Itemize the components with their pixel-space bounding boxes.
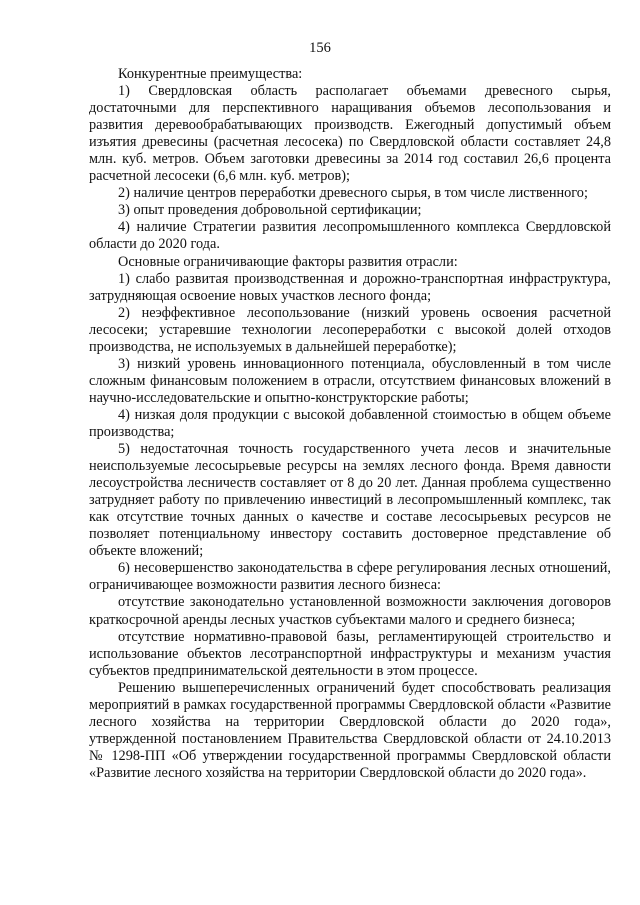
paragraph-advantage-1: 1) Свердловская область располагает объемами древесного сырья, достаточными для перспективного наращивания объемов лесопользования и развития деревообрабатывающих производств. Ежегодный допустимый объем изъятия древесины (расчетная лесосека) по Свердловской области составляет 24,8 млн. куб. метров. Объем заготовки древесины за 2014 год составил 26,6 процента расчетной лесосеки (6,6 млн. куб. метров); [89,83,611,185]
paragraph-advantage-4: 4) наличие Стратегии развития лесопромышленного комплекса Свердловской области до 2020 года. [89,219,611,253]
paragraph-factor-6-sub-1: отсутствие законодательно установленной возможности заключения договоров краткосрочной аренды лесных участков субъектами малого и среднего бизнеса; [89,594,611,628]
paragraph-limiting-factors-heading: Основные ограничивающие факторы развития отрасли: [118,253,458,270]
page-number: 156 [309,40,331,56]
paragraph-factor-6: 6) несовершенство законодательства в сфере регулирования лесных отношений, ограничивающее возможности развития лесного бизнеса: [89,560,611,594]
paragraph-conclusion: Решению вышеперечисленных ограничений будет способствовать реализация мероприятий в рамках государственной программы Свердловской области «Развитие лесного хозяйства на территории Свердловской области до 2020 года», утвержденной постановлением Правительства Свердловской области от 24.10.2013 № 1298-ПП «Об утверждении государственной программы Свердловской области «Развитие лесного хозяйства на территории Свердловской области до 2020 года». [89,679,611,781]
paragraph-factor-2: 2) неэффективное лесопользование (низкий уровень освоения расчетной лесосеки; устаревшие технологии лесопереработки с высокой долей отходов производства, не используемых в дальнейшей переработке); [89,304,611,355]
paragraph-factor-3: 3) низкий уровень инновационного потенциала, обусловленный в том числе сложным финансовым положением в отрасли, отсутствием финансовых вложений в научно-исследовательские и опытно-конструкторские работы; [89,355,611,406]
paragraph-factor-5: 5) недостаточная точность государственного учета лесов и значительные неиспользуемые лесосырьевые ресурсы на землях лесного фонда. Время давности лесоустройства лесничеств составляет от 8 до 20 лет. Данная проблема существенно затрудняет работу по привлечению инвестиций в лесопромышленный комплекс, так как отсутствие точных данных о качестве и составе лесосырьевых ресурсов не позволяет потенциальному инвестору составить достоверное представление об объекте вложений; [89,441,611,560]
paragraph-advantage-3: 3) опыт проведения добровольной сертификации; [118,202,422,219]
paragraph-competitive-advantages-heading: Конкурентные преимущества: [118,66,303,82]
paragraph-advantage-2: 2) наличие центров переработки древесного сырья, в том числе лиственного; [118,185,588,202]
paragraph-factor-6-sub-2: отсутствие нормативно-правовой базы, регламентирующей строительство и использование объектов лесотранспортной инфраструктуры и механизм участия субъектов предпринимательской деятельности в этом процессе. [89,628,611,679]
paragraph-factor-4: 4) низкая доля продукции с высокой добавленной стоимостью в общем объеме производства; [89,406,611,440]
document-body [89,66,611,782]
paragraph-factor-1: 1) слабо развитая производственная и дорожно-транспортная инфраструктура, затрудняющая освоение новых участков лесного фонда; [89,270,611,304]
